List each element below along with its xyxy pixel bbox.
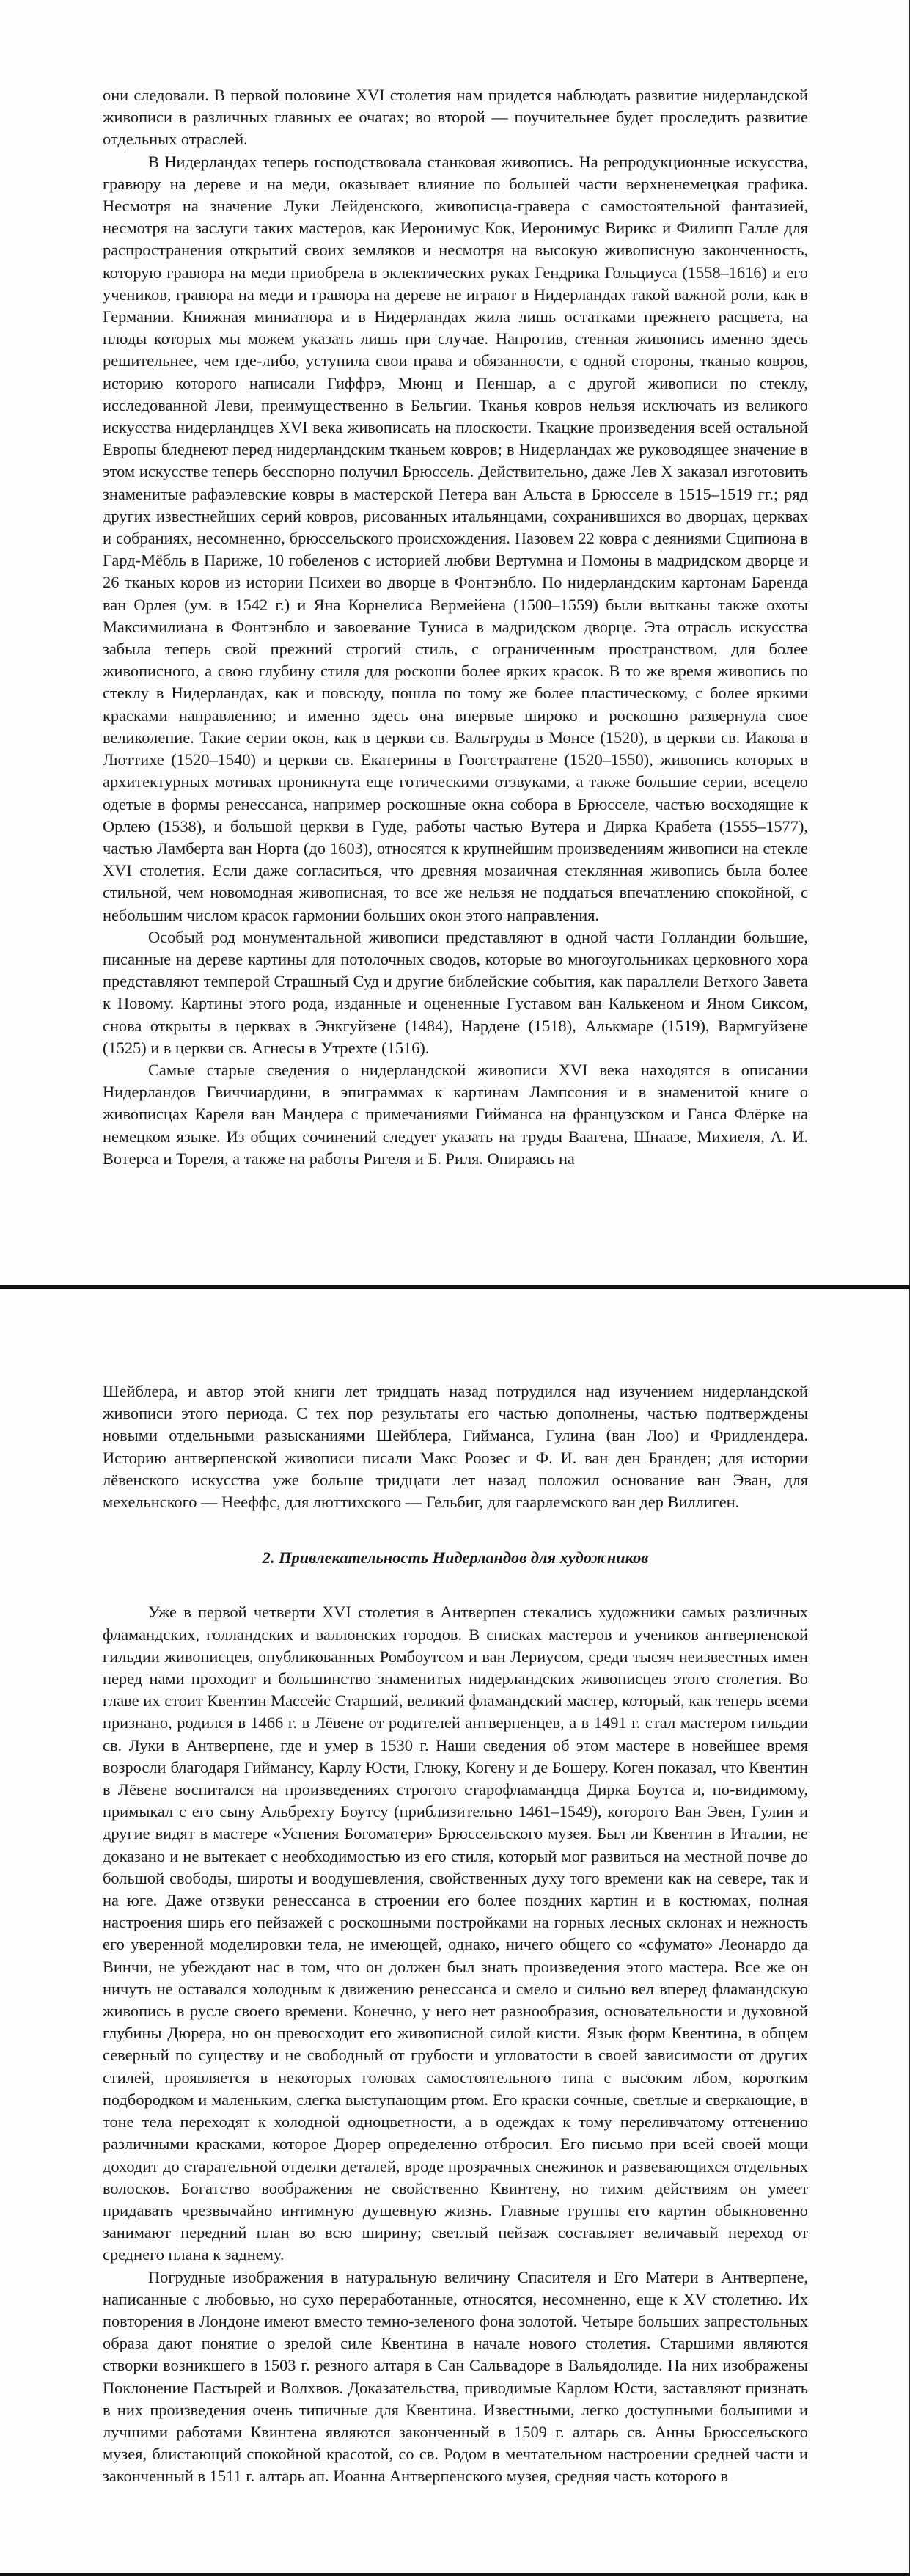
paragraph: Уже в первой четверти XVI столетия в Антверпен стекались художники самых различных фламандских, голландских и валлонских городов. В списках мастеров и учеников антверпенской гильдии живописцев, опубликованных Ромбоутсом и ван Лериусом, среди тысяч неизвестных имен перед нами проходит и большинство знаменитых нидерландских живописцев этого столетия. Во главе их стоит Квентин Массейс Старший, великий фламандский мастер, который, как теперь всеми признано, родился в 1466 г. в Лёвене от родителей антверпенцев, а в 1491 г. стал мастером гильдии св. Луки в Антверпене, где и умер в 1530 г. Наши сведения об этом мастере в новейшее время возросли благодаря Гиймансу, Карлу Юсти, Глюку, Когену и де Бошеру. Коген показал, что Квентин в Лёвене воспитался на произведениях строгого старофламандца Дирка Боутса и, по-видимому, примыкал с его сыну Альбрехту Боутсу (приблизительно 1461–1549), которого Ван Эвен, Гулин и другие видят в мастере «Успения Богоматери» Брюссельского музея. Был ли Квентин в Италии, не доказано и не вытекает с необходимостью из его стиля, который мог развиться на местной почве до большой свободы, широты и воодушевления, свойственных духу того времени как на севере, так и на юге. Даже отзвуки ренессанса в строении его более поздних картин и в костюмах, полная настроения ширь его пейзажей с роскошными постройками на горных лесных склонах и нежность его уверенной моделировки тела, не имеющей, однако, ничего общего со «сфумато» Леонардо да Винчи, не убеждают нас в том, что он должен был знать произведения этого мастера. Все же он ничуть не оставался холодным к движению ренессанса и смело и сильно вел вперед фламандскую живопись в русле своего времени. Конечно, у него нет разнообразия, основательности и духовной глубины Дюрера, но он превосходит его живописной силой кисти. Язык форм Квентина, в общем северный по существу и не свободный от грубости и угловатости в своей зависимости от других стилей, проявляется в некоторых головах самостоятельного типа с высоким лбом, коротким подбородком и маленьким, слегка выступающим ртом. Его краски сочные, светлые и сверкающие, в тоне тела переходят к холодной одноцветности, а в одеждах к тому переливчатому оттенению различными красками, которое Дюрер определенно отбросил. Его письмо при всей своей мощи доходит до старательной отделки деталей, вроде прозрачных снежинок и развевающихся отдельных волосков. Богатство воображения не свойственно Квинтену, но тихим действиям он умеет придавать чрезвычайно интимную душевную жизнь. Главные группы его картин обыкновенно занимают передний план во всю ширину; светлый пейзаж составляет величавый переход от среднего плана к заднему. — [103, 1603, 808, 2264]
paragraph: Самые старые сведения о нидерландской живописи XVI века находятся в описании Нидерландов Гвиччиардини, в эпиграммах к картинам Лампсония и в знаменитой книге о живописцах Кареля ван Мандера с примечаниями Гиймансa на французском и Ганса Флёрке на немецком языке. Из общих сочинений следует указать на труды Ваагена, Шнаазе, Михиеля, А. И. Вотерса и Тореля, а также на работы Ригеля и Б. Риля. Опираясь на — [103, 1060, 808, 1168]
paragraph: Шейблера, и автор этой книги лет тридцать назад потрудился над изучением нидерландской живописи этого периода. С тех пор результаты его частью дополнены, частью подтверждены новыми отдельными разысканиями Шейблера, Гиймансa, Гулина (ван Лоо) и Фридлендера. Историю антверпенской живописи писали Макс Роозес и Ф. И. ван ден Бранден; для истории лёвенского искусства уже больше тридцати лет назад положил основание ван Эван, для мехельнского — Нееффс, для люттихского — Гельбиг, для гаарлемского ван дер Виллиген. — [103, 1382, 808, 1512]
paragraph: В Нидерландах теперь господствовала станковая живопись. На репродукционные искусства, гравюру на дереве и на меди, оказывает влияние по большей части верхненемецкая графика. Несмотря на значение Луки Лейденского, живописца-гравера с самостоятельной фантазией, несмотря на заслуги таких мастеров, как Иеронимус Кок, Иеронимус Вирикс и Филипп Галле для распространения открытий своих земляков и несмотря на высокую живописную законченность, которую гравюра на меди приобрела в эклектических руках Гендрика Гольциуса (1558–1616) и его учеников, гравюра на меди и гравюра на дереве не играют в Нидерландах такой важной роли, как в Германии. Книжная миниатюра и в Нидерландах жила лишь остатками прежнего расцвета, на плоды которых мы можем указать лишь при случае. Напротив, стенная живопись именно здесь решительнее, чем где-либо, уступила свои права и обязанности, с одной стороны, тканью ковров, историю которого написали Гиффрэ, Мюнц и Пеншар, а с другой живописи по стеклу, исследованной Леви, преимущественно в Бельгии. Тканья ковров нельзя исключать из великого искусства нидерландцев XVI века живописать на плоскости. Ткацкие произведения всей остальной Европы бледнеют перед нидерландским тканьем ковров; в Нидерландах же руководящее значение в этом искусстве теперь бесспорно получил Брюссель. Действительно, даже Лев X заказал изготовить знаменитые рафаэлевские ковры в мастерской Петера ван Альста в Брюсселе в 1515–1519 гг.; ряд других известнейших серий ковров, рисованных итальянцами, сохранившихся во дворцах, церквах и собраниях, несомненно, брюссельского происхождения. Назовем 22 ковра с деяниями Сципиона в Гард-Мёбль в Париже, 10 гобеленов с историей любви Вертумна и Помоны в мадридском дворце и 26 тканых коров из истории Психеи во дворце в Фонтэнбло. По нидерландским картонам Баренда ван Орлея (ум. в 1542 г.) и Яна Корнелиса Вермейена (1500–1559) были вытканы также охоты Максимилиана в Фонтэнбло и завоевание Туниса в мадридском дворце. Эта отрасль искусства забыла теперь свой прежний строгий стиль, с ограниченным пространством, для более живописного, а свою глубину стиля для роскоши более ярких красок. В то же время живопись по стеклу в Нидерландах, как и повсюду, пошла по тому же более пластическому, с более яркими красками направлению; и именно здесь она впервые широко и роскошно развернула свое великолепие. Такие серии окон, как в церкви св. Вальтруды в Монсе (1520), в церкви св. Иакова в Люттихе (1520–1540) и церкви св. Екатерины в Гоогстраатене (1520–1550), живопись которых в архитектурных мотивах проникнута еще готическими отзвуками, а также большие серии, всецело одетые в формы ренессанса, например роскошные окна собора в Брюсселе, частью восходящие к Орлею (1538), и большой церкви в Гуде, работы частью Вутера и Дирка Крабета (1555–1577), частью Ламберта ван Норта (до 1603), относятся к крупнейшим произведениям живописи на стекле XVI столетия. Если даже согласиться, что древняя мозаичная стеклянная живопись была более стильной, чем новомодная живописная, то все же нельзя не поддаться впечатлению спокойной, с небольшим числом красок гармонии больших окон этого направления. — [103, 152, 808, 924]
paragraph: они следовали. В первой половине XVI столетия нам придется наблюдать развитие нидерландской живописи в различных главных ее очагах; во второй — поучительнее будет проследить развитие отдельных отраслей. — [103, 86, 808, 149]
section-heading: 2. Привлекательность Нидерландов для художников — [262, 1548, 649, 1567]
page-2-text — [103, 1380, 808, 2488]
paragraph: Погрудные изображения в натуральную величину Спасителя и Его Матери в Антверпене, написанные с любовью, но сухо переработанные, относятся, несомненно, еще к XV столетию. Их повторения в Лондоне имеют вместо темно-зеленого фона золотой. Четыре больших запрестольных образа дают понятие о зрелой силе Квентина в начале нового столетия. Старшими являются створки возникшего в 1503 г. резного алтаря в Сан Сальвадоре в Вальядолиде. На них изображены Поклонение Пастырей и Волхвов. Доказательства, приводимые Карлом Юсти, заставляют признать в них произведения очень типичные для Квентина. Известными, легко доступными большими и лучшими работами Квинтена являются законченный в 1509 г. алтарь св. Анны Брюссельского музея, блистающий спокойной красотой, со св. Родом в мечтательном настроении средней части и законченный в 1511 г. алтарь ап. Иоанна Антверпенского музея, средняя часть которого в — [103, 2267, 808, 2486]
page-1-text — [103, 84, 808, 1170]
page-bottom-rule — [0, 2573, 910, 2576]
document-page-1 — [0, 0, 910, 1285]
paragraph: Особый род монументальной живописи представляют в одной части Голландии большие, писанные на дереве картины для потолочных сводов, которые во многоугольниках церковного хора представляют темперой Страшный Суд и другие библейские события, как параллели Ветхого Завета к Новому. Картины этого рода, изданные и оцененные Густавом ван Калькеном и Яном Сиксом, снова открыты в церквах в Энкгуйзене (1484), Нардене (1518), Алькмаре (1519), Вармгуйзене (1525) и в церкви св. Агнесы в Утрехте (1516). — [103, 927, 808, 1057]
